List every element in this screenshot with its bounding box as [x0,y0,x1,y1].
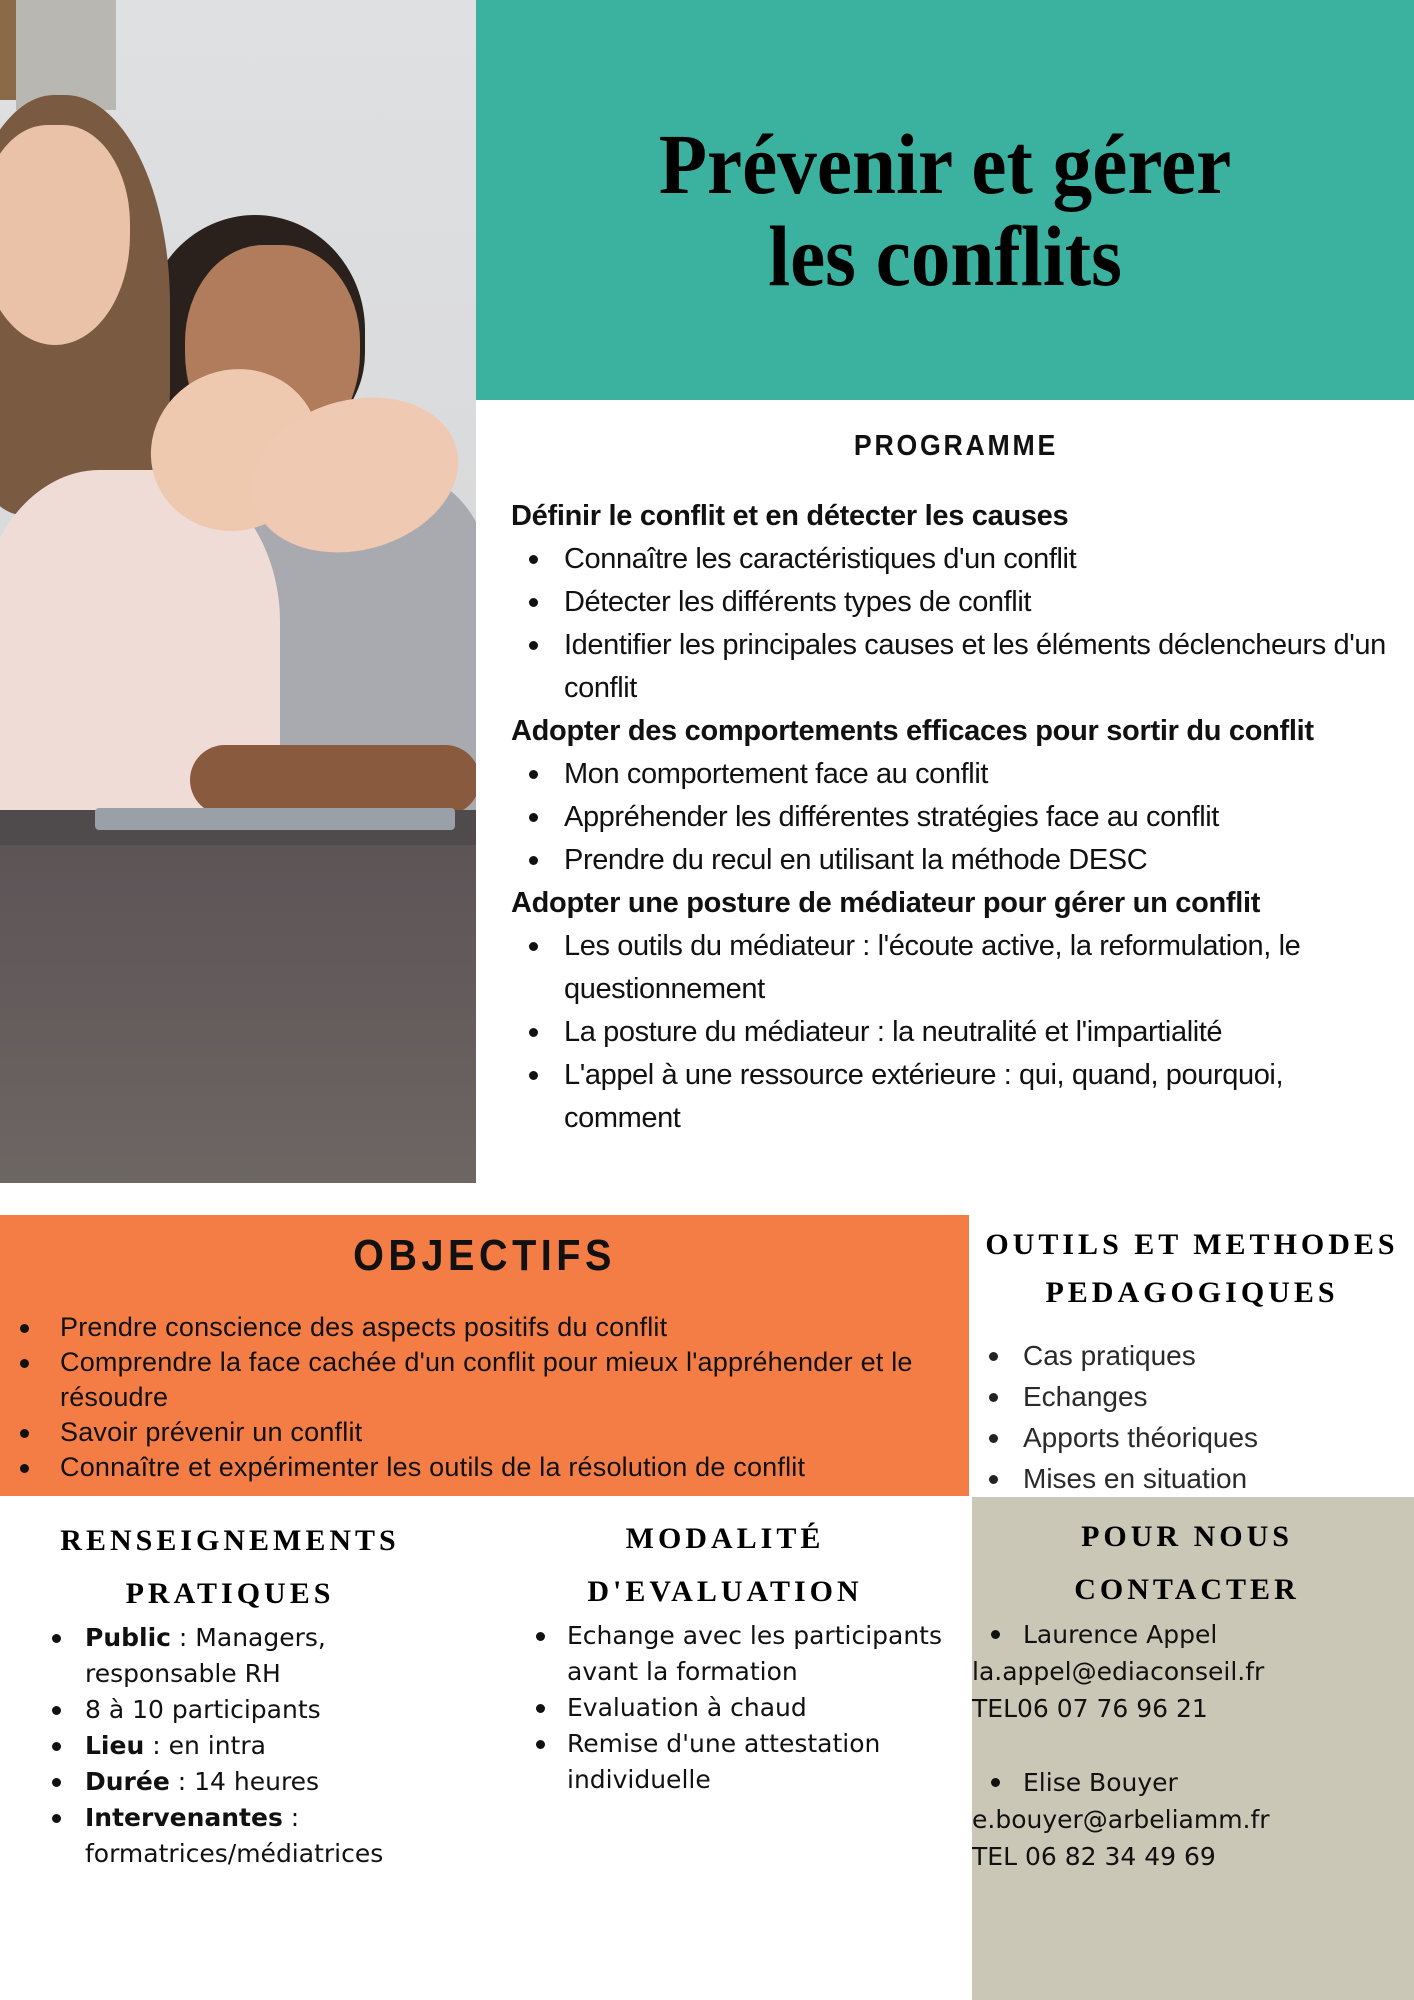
programme-heading: PROGRAMME [853,430,1059,462]
title-banner [476,0,1414,400]
list-item: Mon comportement face au conflit [511,753,1401,796]
outils-heading-line-2: PEDAGOGIQUES [1045,1276,1339,1309]
modalite-list [500,1618,950,1798]
photo-arm [190,745,476,815]
item-label: Lieu [85,1731,145,1760]
list-item: La posture du médiateur : la neutralité et l'impartialité [511,1011,1401,1054]
contact-list [972,1616,1414,1875]
list-item [0,1728,480,1764]
photo-wall-trim [0,0,16,100]
list-item: Prendre conscience des aspects positifs du conflit [0,1310,969,1345]
renseignements-heading [0,1497,450,1620]
programme-section-title: Définir le conflit et en détecter les causes [511,500,1069,532]
item-label: Public [85,1623,171,1652]
spacer [972,1727,1414,1764]
modalite-heading-line-2: D'EVALUATION [587,1575,863,1608]
programme-section-title: Adopter des comportements efficaces pour sortir du conflit [511,715,1314,747]
item-value: : en intra [144,1731,266,1760]
programme-section [511,430,1401,1140]
contact-phone[interactable]: TEL 06 82 34 49 69 [972,1842,1216,1871]
item-label: Durée [85,1767,170,1796]
list-item: Les outils du médiateur : l'écoute active, la reformulation, le questionnement [511,925,1401,1011]
programme-list [511,925,1401,1140]
item-value: : formatrices/médiatrices [85,1803,384,1868]
list-item: Echanges [970,1376,1414,1417]
list-item: Appréhender les différentes stratégies face au conflit [511,796,1401,839]
renseignements-heading-line-2: PRATIQUES [125,1577,335,1610]
item-label: Intervenantes [85,1803,283,1832]
list-item: L'appel à une ressource extérieure : qui, quand, pourquoi, comment [511,1054,1401,1140]
outils-section [970,1215,1414,1497]
list-item: Evaluation à chaud [500,1690,950,1726]
item-value: 8 à 10 participants [85,1695,321,1724]
outils-heading [970,1215,1414,1317]
list-item: Savoir prévenir un conflit [0,1415,969,1450]
renseignements-heading-line-1: RENSEIGNEMENTS [60,1524,400,1557]
title-line-1: Prévenir et gérer [658,116,1232,212]
list-item: Identifier les principales causes et les éléments déclencheurs d'un conflit [511,624,1401,710]
list-item: Cas pratiques [970,1335,1414,1376]
contact-heading-line-1: POUR NOUS [1081,1520,1293,1553]
item-value: : Managers, responsable RH [85,1623,326,1688]
programme-list [511,753,1401,882]
programme-list [511,538,1401,710]
list-item: Détecter les différents types de conflit [511,581,1401,624]
list-item: Connaître les caractéristiques d'un conflit [511,538,1401,581]
modalite-heading [500,1497,950,1618]
list-item: Apports théoriques [970,1417,1414,1458]
list-item: Connaître et expérimenter les outils de la résolution de conflit [0,1450,969,1485]
item-value: : 14 heures [169,1767,320,1796]
programme-section-title: Adopter une posture de médiateur pour gérer un conflit [511,887,1261,919]
renseignements-section [0,1497,480,1872]
objectifs-heading: OBJECTIFS [353,1231,616,1280]
list-item: Mises en situation [970,1458,1414,1499]
contact-name: Laurence Appel [972,1616,1414,1653]
contact-name: Elise Bouyer [972,1764,1414,1801]
contact-email-link[interactable]: e.bouyer@arbeliamm.fr [972,1805,1270,1834]
contact-heading [972,1497,1402,1616]
list-item: Echange avec les participants avant la formation [500,1618,950,1690]
list-item [0,1692,480,1728]
list-item [0,1764,480,1800]
list-item [0,1800,480,1872]
modalite-heading-line-1: MODALITÉ [625,1522,825,1555]
objectifs-list [0,1310,969,1485]
contact-section [972,1497,1414,2000]
contact-email-link[interactable]: la.appel@ediaconseil.fr [972,1657,1265,1686]
objectifs-section [0,1215,969,1496]
list-item: Comprendre la face cachée d'un conflit pour mieux l'appréhender et le résoudre [0,1345,969,1415]
list-item: Remise d'une attestation individuelle [500,1726,950,1798]
photo-wall [16,0,116,110]
modalite-section [500,1497,950,1798]
outils-list [970,1335,1414,1499]
hero-photo [0,0,476,1183]
list-item: Prendre du recul en utilisant la méthode DESC [511,839,1401,882]
page-title [595,118,1294,302]
photo-tablet [95,808,455,830]
outils-heading-line-1: OUTILS ET METHODES [985,1228,1399,1261]
contact-phone[interactable]: TEL06 07 76 96 21 [972,1694,1208,1723]
renseignements-list [0,1620,480,1872]
list-item [0,1620,480,1692]
title-line-2: les conflits [768,208,1122,304]
contact-heading-line-2: CONTACTER [1074,1573,1300,1606]
photo-table [0,845,476,1183]
